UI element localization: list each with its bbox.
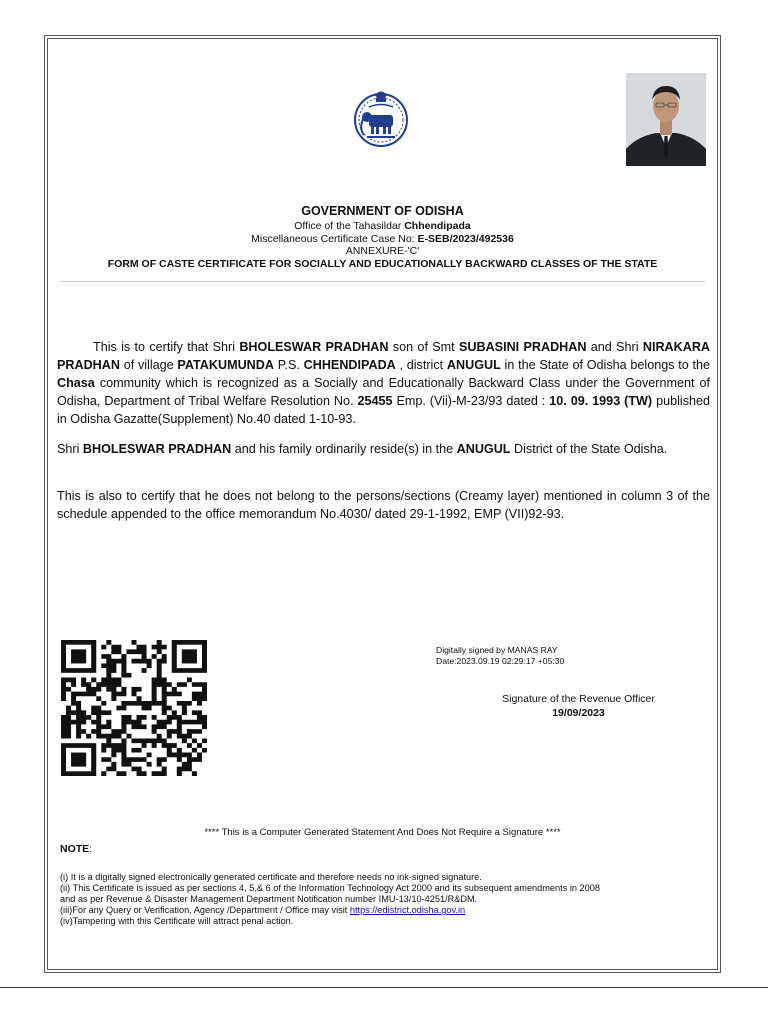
note-item <box>60 905 710 916</box>
text-fragment: P.S. <box>273 358 304 372</box>
page-bottom-rule <box>0 987 768 988</box>
signature-label: Signature of the Revenue Officer <box>502 693 655 705</box>
community-name: Chasa <box>57 376 95 390</box>
note-heading <box>60 843 92 855</box>
certification-paragraph <box>57 338 710 428</box>
resolution-number: 25455 <box>357 394 393 408</box>
district-name: ANUGUL <box>446 358 501 372</box>
note-colon: : <box>89 843 93 855</box>
text-fragment: community which is recognized as a Socially and Educationally Backward Class under the Government of Odisha, Department of Tribal Welfare Resolution No. <box>57 376 710 408</box>
header-divider <box>60 281 705 282</box>
qr-code-icon <box>61 640 207 776</box>
text-fragment: Emp. (Vii)-M-23/93 dated : <box>392 394 550 408</box>
resolution-date: 10. 09. 1993 (TW) <box>549 394 653 408</box>
case-line <box>60 233 705 245</box>
computer-generated-notice: **** This is a Computer Generated Statement And Does Not Require a Signature **** <box>204 827 561 838</box>
note-item: and as per Revenue & Disaster Management Department Notification number IMU-13/10-4251/R&DM. <box>60 894 478 904</box>
mother-name: SUBASINI PRADHAN <box>458 340 587 354</box>
digital-signature-stamp <box>436 645 564 667</box>
signature-date: 19/09/2023 <box>552 707 605 719</box>
edistrict-link[interactable]: https://edistrict.odisha.gov.in <box>349 905 466 915</box>
text-fragment: District of the State Odisha. <box>510 442 668 456</box>
applicant-name: BHOLESWAR PRADHAN <box>239 340 389 354</box>
case-prefix: Miscellaneous Certificate Case No: <box>251 233 418 245</box>
digital-signature-signer: Digitally signed by MANAS RAY <box>436 645 558 655</box>
office-line <box>60 220 705 232</box>
village-name: PATAKUMUNDA <box>177 358 274 372</box>
annexure-label: ANNEXURE-'C' <box>345 245 420 257</box>
text-fragment: of village <box>119 358 178 372</box>
creamy-layer-paragraph: This is also to certify that he does not belong to the persons/sections (Creamy layer) mentioned in column 3 of the schedule appended to the office memorandum No.4030/ dated 29-1-1992, EMP (VII)92-93. <box>57 489 710 521</box>
text-fragment: in the State of Odisha belongs to the <box>500 358 711 372</box>
notes-list <box>60 872 710 927</box>
text-fragment: , district <box>395 358 447 372</box>
note-item: (ii) This Certificate is issued as per sections 4, 5,& 6 of the Information Technology Act 2000 and its subsequent amendments in 2008 <box>60 883 600 893</box>
office-name: Chhendipada <box>404 220 471 232</box>
note-item: (i) It is a digitally signed electronically generated certificate and therefore needs no ink-signed signature. <box>60 872 482 882</box>
father-name: NIRAKARA PRADHAN <box>57 340 711 372</box>
text-fragment: published in Odisha Gazatte(Supplement) No.40 dated 1-10-93. <box>57 394 710 426</box>
note-item-text: (iii)For any Query or Verification, Agency /Department / Office may visit <box>60 905 350 915</box>
district-name: ANUGUL <box>456 442 511 456</box>
police-station: CHHENDIPADA <box>303 358 396 372</box>
text-fragment: and his family ordinarily reside(s) in the <box>231 442 457 456</box>
applicant-photo <box>626 73 706 166</box>
form-title: FORM OF CASTE CERTIFICATE FOR SOCIALLY AND EDUCATIONALLY BACKWARD CLASSES OF THE STATE <box>107 258 658 270</box>
text-fragment: son of Smt <box>388 340 459 354</box>
case-number: E-SEB/2023/492536 <box>417 233 514 245</box>
odisha-state-emblem-icon <box>351 89 411 149</box>
office-prefix: Office of the Tahasildar <box>294 220 405 232</box>
residence-paragraph <box>57 440 710 458</box>
applicant-name: BHOLESWAR PRADHAN <box>82 442 232 456</box>
government-title: GOVERNMENT OF ODISHA <box>301 204 464 218</box>
text-fragment: This is to certify that Shri <box>93 340 240 354</box>
note-label: NOTE <box>60 843 90 855</box>
digital-signature-date: Date:2023.09.19 02:29:17 +05:30 <box>436 656 565 666</box>
text-fragment: and Shri <box>586 340 643 354</box>
note-item: (iv)Tampering with this Certificate will attract penal action. <box>60 916 294 926</box>
text-fragment: Shri <box>57 442 83 456</box>
